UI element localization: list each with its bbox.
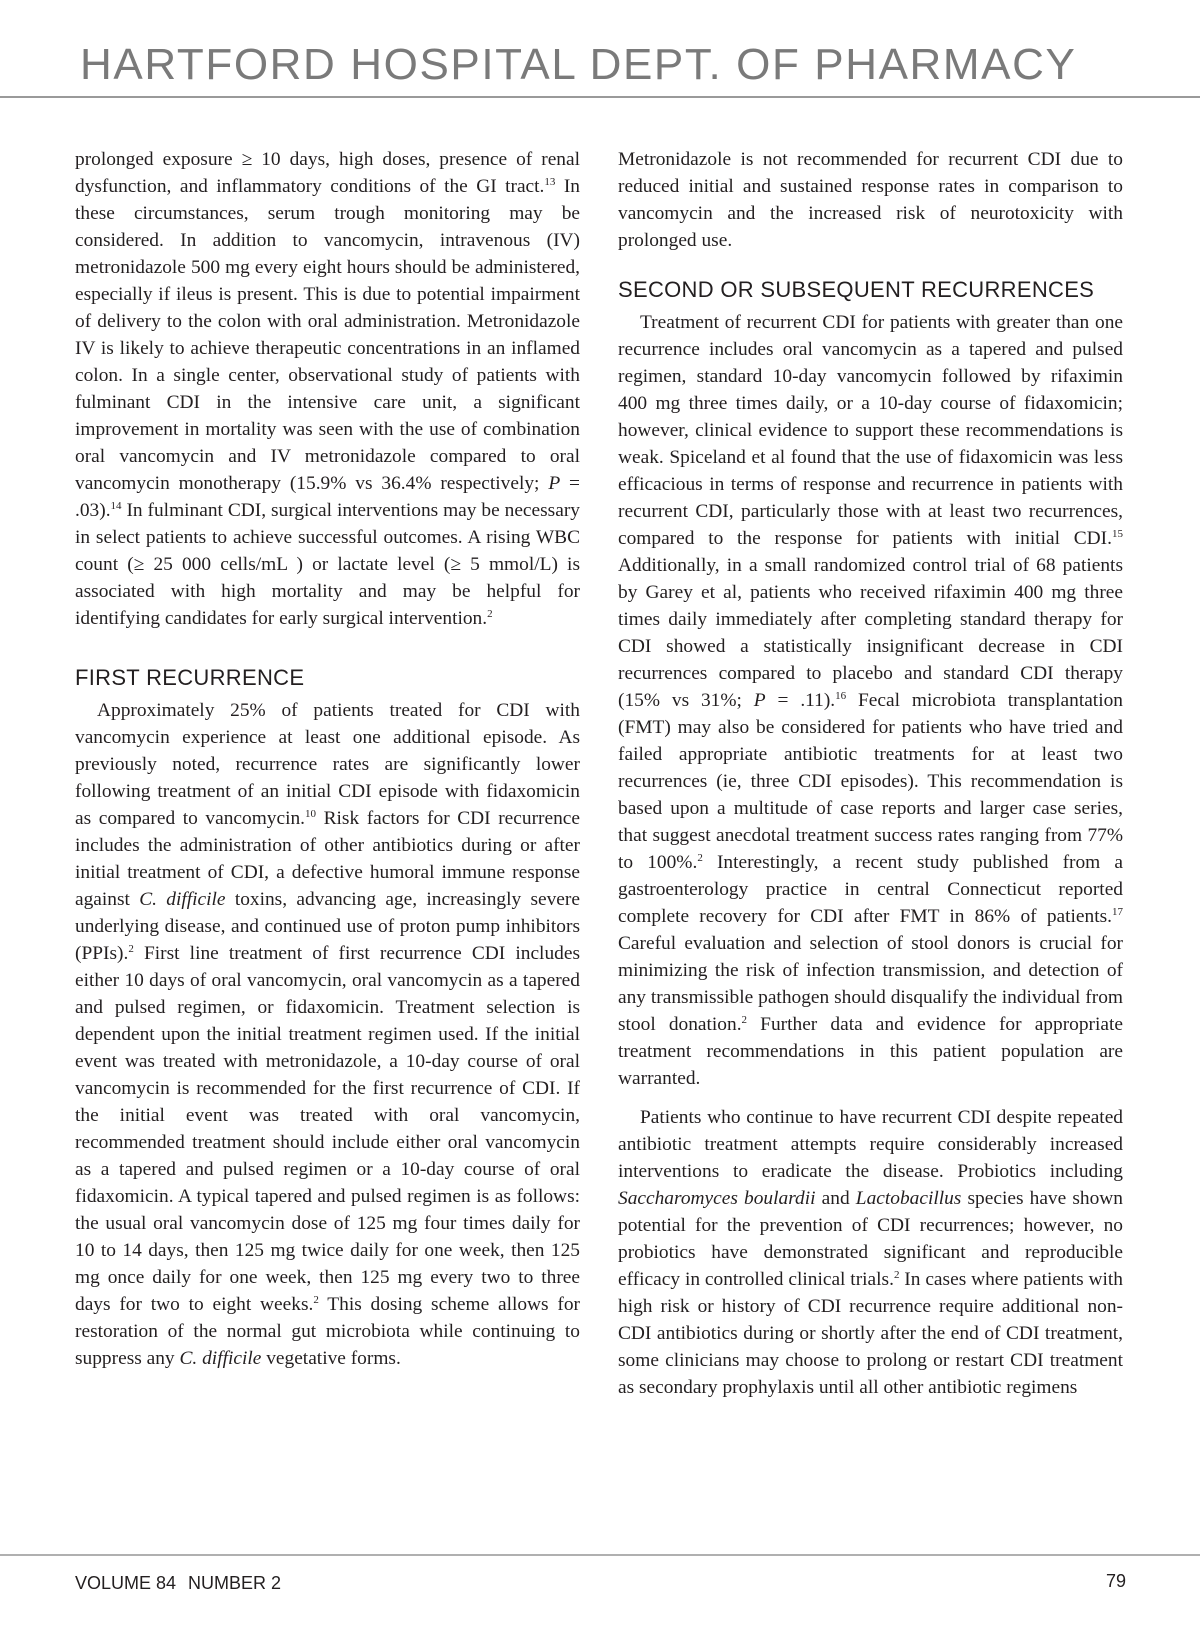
citation: 13	[544, 176, 556, 188]
citation: 2	[893, 1269, 900, 1281]
header-divider	[0, 96, 1200, 98]
citation: 16	[835, 690, 847, 702]
page-header	[0, 40, 1200, 100]
citation: 15	[1112, 528, 1123, 540]
paragraph: Patients who continue to have recurrent CDI despite repeated antibiotic treatment attempts require considerably increased interventions to eradicate the disease. Probiotics including Saccharomyces boulardii and Lactobacillus species have shown potential for the prevention of CDI recurrences; however, no probiotics have demonstrated significant and reproducible efficacy in controlled clinical trials.$^2$ In cases where patients with high risk or history of CDI recurrence require additional non-CDI antibiotics during or shortly after the end of CDI treatment, some clinicians may choose to prolong or restart CDI treatment as secondary prophylaxis until all other antibiotic regimens	[618, 1107, 1124, 1398]
paragraph: Metronidazole is not recommended for recurrent CDI due to reduced initial and sustained response rates in comparison to vancomycin and the increased risk of neurotoxicity with prolonged use.	[618, 149, 1123, 251]
right-column	[618, 146, 1123, 1401]
section-heading-first-recurrence: FIRST RECURRENCE	[75, 665, 305, 690]
issue-info	[75, 1573, 281, 1594]
left-column	[75, 146, 580, 1372]
citation: 2	[128, 943, 134, 955]
citation: 2	[487, 608, 493, 620]
paragraph: prolonged exposure ≥ 10 days, high doses, presence of renal dysfunction, and inflammatory conditions of the GI tract.$^{13}$ In these circumstances, serum trough monitoring may be considered. In addition to vancomycin, intravenous (IV) metronidazole 500 mg every eight hours should be administered, especially if ileus is present. This is due to potential impairment of delivery to the colon with oral administration. Metronidazole IV is likely to achieve therapeutic concentrations in an inflamed colon. In a single center, observational study of patients with fulminant CDI in the intensive care unit, a significant improvement in mortality was seen with the use of combination oral vancomycin and IV metronidazole compared to oral vancomycin monotherapy (15.9% vs 36.4% respectively; P = .03).$^{14}$ In fulminant CDI, surgical interventions may be necessary in select patients to achieve successful outcomes. A rising WBC count (≥ 25 000 cells/mL ) or lactate level (≥ 5 mmol/L) is associated with high mortality and may be helpful for identifying candidates for early surgical intervention.$^2$	[75, 149, 580, 629]
number-label: NUMBER 2	[188, 1573, 282, 1593]
journal-title: HARTFORD HOSPITAL DEPT. OF PHARMACY	[80, 40, 1077, 89]
paragraph: Treatment of recurrent CDI for patients with greater than one recurrence includes oral vancomycin as a tapered and pulsed regimen, standard 10-day vancomycin followed by rifaximin 400 mg three times daily, or a 10-day course of fidaxomicin; however, clinical evidence to support these recommendations is weak. Spiceland et al found that the use of fidaxomicin was less efficacious in terms of response and recurrence in patients with recurrent CDI, particularly those with at least two recurrences, compared to the response for patients with initial CDI.$^{15}$ Additionally, in a small randomized control trial of 68 patients by Garey et al, patients who received rifaximin 400 mg three times daily immediately after completing standard therapy for CDI showed a statistically insignificant decrease in CDI recurrences compared to placebo and standard CDI therapy (15% vs 31%; P = .11).$^{16}$ Fecal microbiota transplantation (FMT) may also be considered for patients who have tried and failed appropriate antibiotic treatments for at least two recurrences (ie, three CDI episodes). This recommendation is based upon a multitude of case reports and larger case series, that suggest anecdotal treatment success rates ranging from 77% to 100%.$^2$ Interestingly, a recent study published from a gastroenterology practice in central Connecticut reported complete recovery for CDI after FMT in 86% of patients.$^{17}$ Careful evaluation and selection of stool donors is crucial for minimizing the risk of infection transmission, and detection of any transmissible pathogen should disqualify the individual from stool donation.$^2$ Further data and evidence for appropriate treatment recommendations in this patient population are warranted.	[618, 312, 1123, 1089]
footer-divider	[0, 1554, 1200, 1556]
page-number: 79	[1105, 1571, 1126, 1591]
citation: 2	[313, 1294, 319, 1306]
citation: 17	[1112, 906, 1123, 918]
citation: 2	[697, 852, 703, 864]
citation: 14	[110, 500, 122, 512]
citation: 10	[305, 808, 317, 820]
section-heading-subsequent-recurrences: SECOND OR SUBSEQUENT RECURRENCES	[618, 277, 1095, 302]
paragraph: Approximately 25% of patients treated for CDI with vancomycin experience at least one additional episode. As previously noted, recurrence rates are significantly lower following treatment of an initial CDI episode with fidaxomicin as compared to vancomycin.$^{10}$ Risk factors for CDI recurrence includes the administration of other antibiotics during or after initial treatment of CDI, a defective humoral immune response against C. difficile toxins, advancing age, increasingly severe underlying disease, and continued use of proton pump inhibitors (PPIs).$^2$ First line treatment of first recurrence CDI includes either 10 days of oral vancomycin, oral vancomycin as a tapered and pulsed regimen, or fidaxomicin. Treatment selection is dependent upon the initial treatment regimen used. If the initial event was treated with metronidazole, a 10-day course of oral vancomycin is recommended for the first recurrence of CDI. If the initial event was treated with oral vancomycin, recommended treatment should include either oral vancomycin as a tapered and pulsed regimen or a 10-day course of oral fidaxomicin. A typical tapered and pulsed regimen is as follows: the usual oral vancomycin dose of 125 mg four times daily for 10 to 14 days, then 125 mg twice daily for one week, then 125 mg once daily for one week, then 125 mg every two to three days for two to eight weeks.$^2$ This dosing scheme allows for restoration of the normal gut microbiota while continuing to suppress any C. difficile vegetative forms.	[75, 700, 580, 1369]
citation: 2	[741, 1014, 748, 1026]
volume-label: VOLUME 84	[75, 1573, 177, 1593]
